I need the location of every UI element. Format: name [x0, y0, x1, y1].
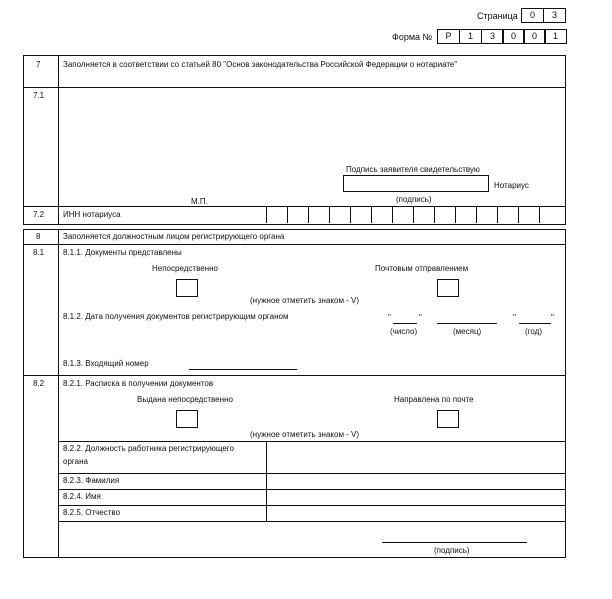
section-7-row-divider-1: [23, 87, 566, 88]
direct-checkbox[interactable]: [176, 279, 198, 297]
officer-position-label-1: 8.2.2. Должность работника регистрирующего: [63, 444, 234, 453]
inn-cell[interactable]: [476, 207, 497, 223]
section-8-text: Заполняется должностным лицом регистрирующего органа: [63, 232, 285, 241]
year-line[interactable]: [519, 323, 551, 324]
inn-cell[interactable]: [266, 207, 287, 223]
row-8-2-number: 8.2: [33, 379, 45, 388]
day-line[interactable]: [393, 323, 417, 324]
inn-cell[interactable]: [413, 207, 434, 223]
surname-label: 8.2.3. Фамилия: [63, 476, 120, 485]
notary-signature-sub: (подпись): [396, 195, 432, 204]
form-digit-1[interactable]: Р: [437, 29, 460, 44]
page-digit-2[interactable]: 3: [543, 8, 566, 23]
incoming-number-label: 8.1.3. Входящий номер: [63, 359, 149, 368]
section-8-num-divider: [58, 229, 59, 558]
inn-cell[interactable]: [308, 207, 329, 223]
section-7-num-divider: [58, 55, 59, 225]
direct-label: Непосредственно: [152, 264, 218, 273]
mail-label: Почтовым отправлением: [375, 264, 469, 273]
surname-field[interactable]: [268, 475, 564, 488]
mark-note-1: (нужное отметить знаком - V): [250, 296, 360, 305]
quote-mark: ": [419, 313, 422, 322]
inn-cell[interactable]: [329, 207, 350, 223]
docs-submitted-title: 8.1.1. Документы представлены: [63, 248, 182, 257]
section-7-text: Заполняется в соответствии со статьей 80 "Основ законодательства Российской Федерации о нотариате": [63, 60, 458, 69]
officer-row-divider: [58, 473, 566, 474]
month-line[interactable]: [437, 323, 497, 324]
section-7-table: [23, 55, 566, 225]
officer-signature-line[interactable]: [382, 542, 527, 543]
officer-table-bottom: [58, 521, 566, 522]
receipt-title: 8.2.1. Расписка в получении документов: [63, 379, 214, 388]
form-digit-6[interactable]: 1: [544, 29, 567, 44]
inn-cell[interactable]: [518, 207, 539, 223]
inn-cell[interactable]: [371, 207, 392, 223]
page-digit-1[interactable]: 0: [521, 8, 544, 23]
form-digit-5[interactable]: 0: [523, 29, 546, 44]
row-7-1-number: 7.1: [33, 91, 45, 100]
form-label: Форма №: [392, 32, 433, 42]
handed-directly-checkbox[interactable]: [176, 410, 198, 428]
row-8-1-number: 8.1: [33, 248, 45, 257]
notary-signature-field[interactable]: [343, 175, 489, 192]
signature-caption: Подпись заявителя свидетельствую: [346, 165, 480, 174]
row-7-2-number: 7.2: [33, 210, 45, 219]
first-name-field[interactable]: [268, 491, 564, 504]
inn-cell[interactable]: [392, 207, 413, 223]
inn-cell[interactable]: [287, 207, 308, 223]
officer-row-divider: [58, 489, 566, 490]
mark-note-2: (нужное отметить знаком - V): [250, 430, 360, 439]
quote-mark: ": [388, 313, 391, 322]
inn-cell[interactable]: [497, 207, 518, 223]
form-digit-4[interactable]: 0: [502, 29, 525, 44]
quote-mark: ": [551, 313, 554, 322]
month-label: (месяц): [453, 327, 482, 336]
inn-label: ИНН нотариуса: [63, 210, 121, 219]
officer-table-divider: [266, 441, 267, 521]
quote-mark: ": [513, 313, 516, 322]
officer-signature-sub: (подпись): [434, 546, 470, 555]
form-digit-2[interactable]: 1: [459, 29, 482, 44]
officer-table-top: [58, 441, 566, 442]
inn-cell[interactable]: [455, 207, 476, 223]
inn-cell[interactable]: [539, 207, 560, 223]
officer-row-divider: [58, 505, 566, 506]
officer-position-field[interactable]: [268, 443, 564, 472]
section-8-row-divider-2: [23, 375, 566, 376]
incoming-number-line[interactable]: [189, 369, 297, 370]
inn-cell[interactable]: [350, 207, 371, 223]
section-8-number: 8: [36, 232, 41, 241]
inn-cell[interactable]: [434, 207, 455, 223]
first-name-label: 8.2.4. Имя: [63, 492, 101, 501]
patronymic-field[interactable]: [268, 507, 564, 520]
officer-position-label-2: органа: [63, 457, 88, 466]
year-label: (год): [525, 327, 543, 336]
receipt-date-label: 8.1.2. Дата получения документов регистрирующим органом: [63, 312, 289, 321]
day-label: (число): [390, 327, 418, 336]
sent-by-mail-checkbox[interactable]: [437, 410, 459, 428]
section-7-number: 7: [36, 60, 41, 69]
stamp-label: М.П.: [191, 197, 208, 206]
patronymic-label: 8.2.5. Отчество: [63, 508, 121, 517]
page-label: Страница: [477, 11, 518, 21]
sent-by-mail-label: Направлена по почте: [394, 395, 474, 404]
handed-directly-label: Выдана непосредственно: [137, 395, 233, 404]
notary-label: Нотариус: [494, 181, 529, 190]
form-digit-3[interactable]: 3: [481, 29, 504, 44]
section-8-row-divider-1: [23, 244, 566, 245]
mail-checkbox[interactable]: [437, 279, 459, 297]
